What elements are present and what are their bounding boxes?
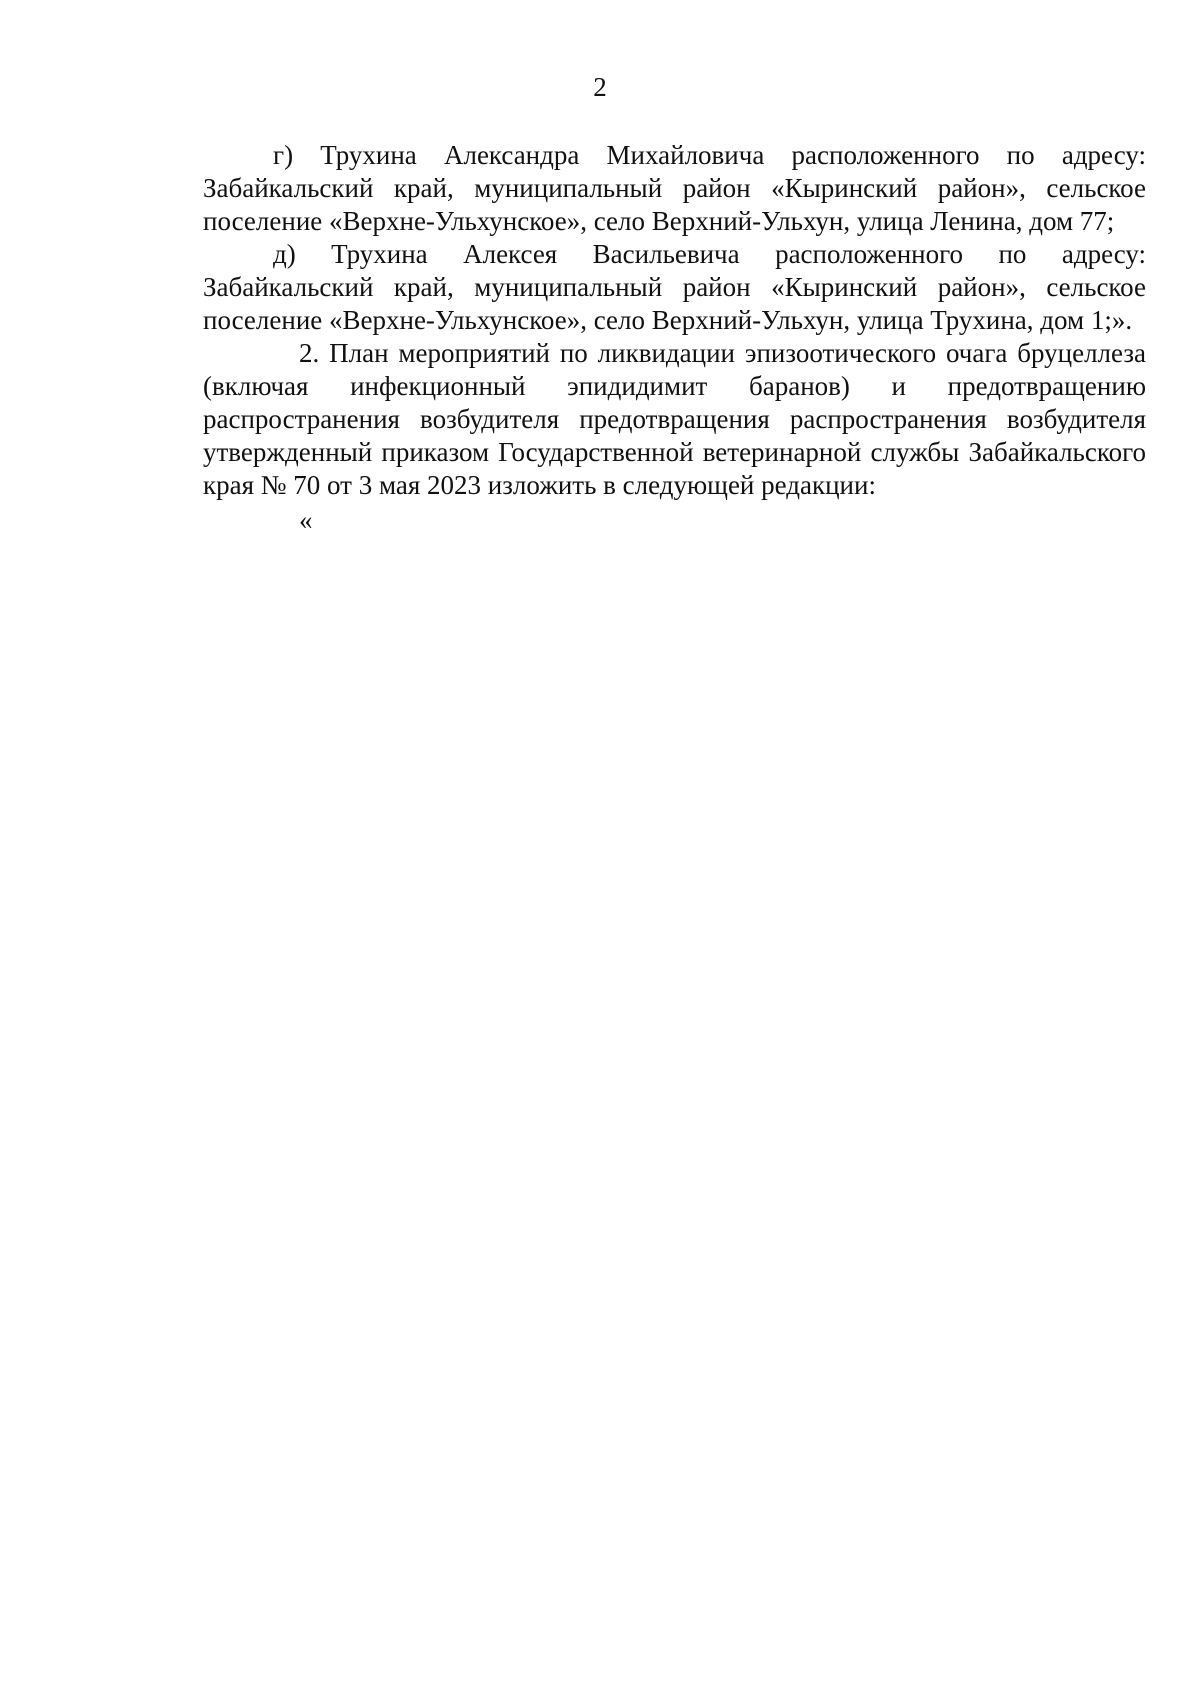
paragraph-item-g: г) Трухина Александра Михайловича расположенного по адресу: Забайкальский край, муниципальный район «Кыринский район», сельское поселение «Верхне-Ульхунское», село Верхний-Ульхун, улица Ленина, дом 77; [203, 140, 1146, 236]
document-body [203, 139, 1146, 537]
opening-quote-mark: « [299, 505, 313, 535]
paragraph-section-2: 2. План мероприятий по ликвидации эпизоотического очага бруцеллеза (включая инфекционный эпидидимит баранов) и предотвращению распространения возбудителя предотвращения распространения возбудителя утвержденный приказом Государственной ветеринарной службы Забайкальского края № 70 от 3 мая 2023 изложить в следующей редакции: [203, 338, 1146, 500]
page-number: 2 [593, 72, 607, 102]
paragraph-item-d: д) Трухина Алексея Васильевича расположенного по адресу: Забайкальский край, муниципальный район «Кыринский район», сельское поселение «Верхне-Ульхунское», село Верхний-Ульхун, улица Трухина, дом 1;». [203, 239, 1146, 335]
